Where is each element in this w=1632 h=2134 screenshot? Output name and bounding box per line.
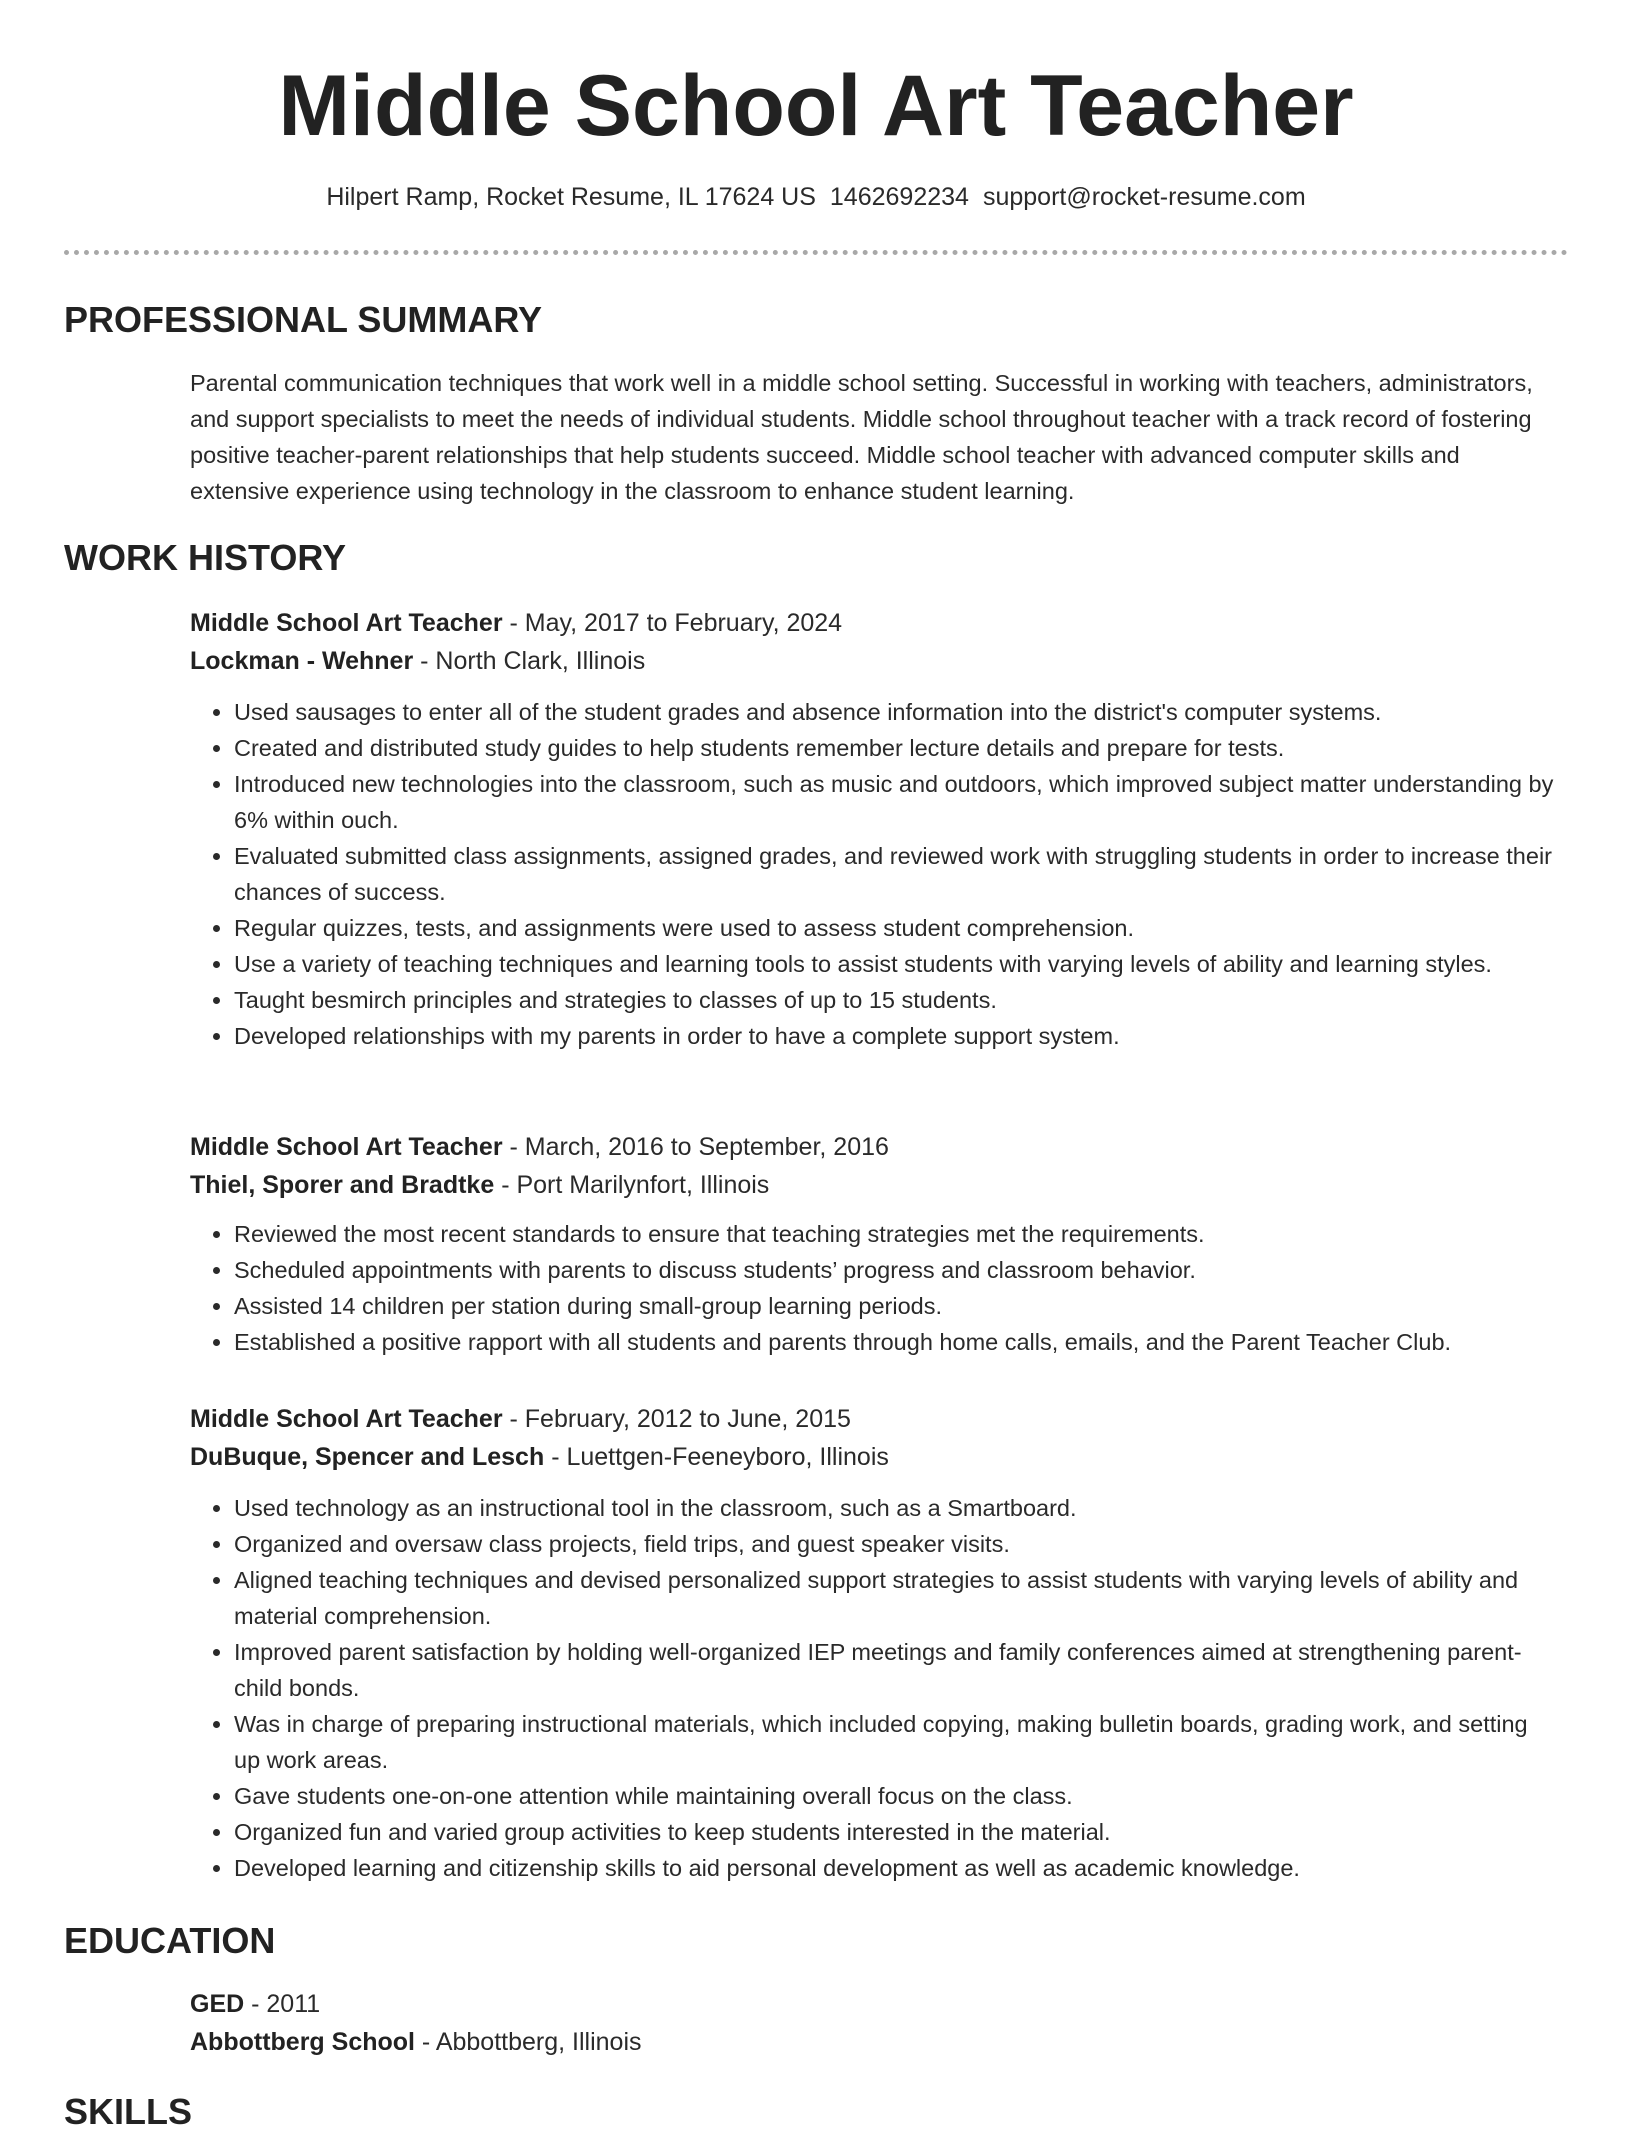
job-entry-2 <box>190 1128 1560 1360</box>
list-item: • Reviewed the most recent standards to ensure that teaching strategies met the requirements. <box>234 1216 1560 1252</box>
list-item: • Created and distributed study guides to help students remember lecture details and prepare for tests. <box>234 730 1560 766</box>
list-item: • Introduced new technologies into the classroom, such as music and outdoors, which improved subject matter understanding by 6% within ouch. <box>234 766 1560 838</box>
education-heading: EDUCATION <box>64 1920 276 1961</box>
list-item: • Developed relationships with my parents in order to have a complete support system. <box>234 1018 1560 1054</box>
education-degree-line <box>190 1985 1560 2023</box>
job-company: Lockman - Wehner <box>190 647 414 675</box>
job-location: - North Clark, Illinois <box>413 647 646 675</box>
education-school: Abbottberg School <box>190 2028 415 2056</box>
list-item: • Taught besmirch principles and strategies to classes of up to 15 students. <box>234 982 1560 1018</box>
job-company: Thiel, Sporer and Bradtke <box>190 1171 495 1199</box>
job-bullets <box>190 694 1560 1054</box>
skills-heading: SKILLS <box>64 2091 193 2132</box>
list-item: • Scheduled appointments with parents to discuss students’ progress and classroom behavior. <box>234 1252 1560 1288</box>
job-bullets <box>190 1216 1560 1360</box>
job-dates: - March, 2016 to September, 2016 <box>502 1133 889 1161</box>
summary-text: Parental communication techniques that work well in a middle school setting. Successful in working with teachers, administrators, and support specialists to meet the needs of individual students. Middle school throughout teacher with a track record of fostering positive teacher-parent relationships that help students succeed. Middle school teacher with advanced computer skills and extensive experience using technology in the classroom to enhance student learning. <box>190 370 1533 504</box>
job-title-line <box>190 1400 1560 1438</box>
list-item: • Aligned teaching techniques and devised personalized support strategies to assist students with varying levels of ability and material comprehension. <box>234 1562 1560 1634</box>
education-degree: GED <box>190 1990 245 2018</box>
education-location: - Abbottberg, Illinois <box>414 2028 642 2056</box>
list-item: • Gave students one-on-one attention while maintaining overall focus on the class. <box>234 1778 1560 1814</box>
education-school-line <box>190 2023 1560 2061</box>
list-item: • Was in charge of preparing instructional materials, which included copying, making bulletin boards, grading work, and setting up work areas. <box>234 1706 1560 1778</box>
job-title-line <box>190 604 1560 642</box>
education-year: - 2011 <box>244 1990 321 2018</box>
job-company-line <box>190 1438 1560 1476</box>
job-location: - Luettgen-Feeneyboro, Illinois <box>544 1443 889 1471</box>
contact-phone: 1462692234 <box>829 183 969 211</box>
job-company: DuBuque, Spencer and Lesch <box>190 1443 545 1471</box>
resume-name: Middle School Art Teacher <box>278 58 1354 154</box>
job-bullets <box>190 1490 1560 1886</box>
education-entry <box>190 1985 1560 2061</box>
header-divider <box>64 250 1568 255</box>
job-location: - Port Marilynfort, Illinois <box>494 1171 770 1199</box>
job-title: Middle School Art Teacher <box>190 609 503 637</box>
job-title: Middle School Art Teacher <box>190 1133 503 1161</box>
contact-address: Hilpert Ramp, Rocket Resume, IL 17624 US <box>326 183 816 211</box>
summary-heading: PROFESSIONAL SUMMARY <box>64 299 543 340</box>
job-company-line <box>190 642 1560 680</box>
job-dates: - February, 2012 to June, 2015 <box>502 1405 851 1433</box>
list-item: • Used sausages to enter all of the student grades and absence information into the district's computer systems. <box>234 694 1560 730</box>
job-title-line <box>190 1128 1560 1166</box>
job-entry-1 <box>190 604 1560 1054</box>
job-dates: - May, 2017 to February, 2024 <box>502 609 843 637</box>
job-company-line <box>190 1166 1560 1204</box>
list-item: • Organized and oversaw class projects, field trips, and guest speaker visits. <box>234 1526 1560 1562</box>
list-item: • Use a variety of teaching techniques and learning tools to assist students with varying levels of ability and learning styles. <box>234 946 1560 982</box>
contact-line <box>0 180 1632 214</box>
job-title: Middle School Art Teacher <box>190 1405 503 1433</box>
job-entry-3 <box>190 1400 1560 1886</box>
list-item: • Improved parent satisfaction by holding well-organized IEP meetings and family conferences aimed at strengthening parent-child bonds. <box>234 1634 1560 1706</box>
list-item: • Regular quizzes, tests, and assignments were used to assess student comprehension. <box>234 910 1560 946</box>
list-item: • Evaluated submitted class assignments, assigned grades, and reviewed work with struggling students in order to increase their chances of success. <box>234 838 1560 910</box>
contact-email[interactable]: support@rocket-resume.com <box>982 183 1306 211</box>
list-item: • Organized fun and varied group activities to keep students interested in the material. <box>234 1814 1560 1850</box>
list-item: • Established a positive rapport with all students and parents through home calls, emails, and the Parent Teacher Club. <box>234 1324 1560 1360</box>
list-item: • Assisted 14 children per station during small-group learning periods. <box>234 1288 1560 1324</box>
list-item: • Used technology as an instructional tool in the classroom, such as a Smartboard. <box>234 1490 1560 1526</box>
list-item: • Developed learning and citizenship skills to aid personal development as well as academic knowledge. <box>234 1850 1560 1886</box>
work-history-heading: WORK HISTORY <box>64 537 347 578</box>
